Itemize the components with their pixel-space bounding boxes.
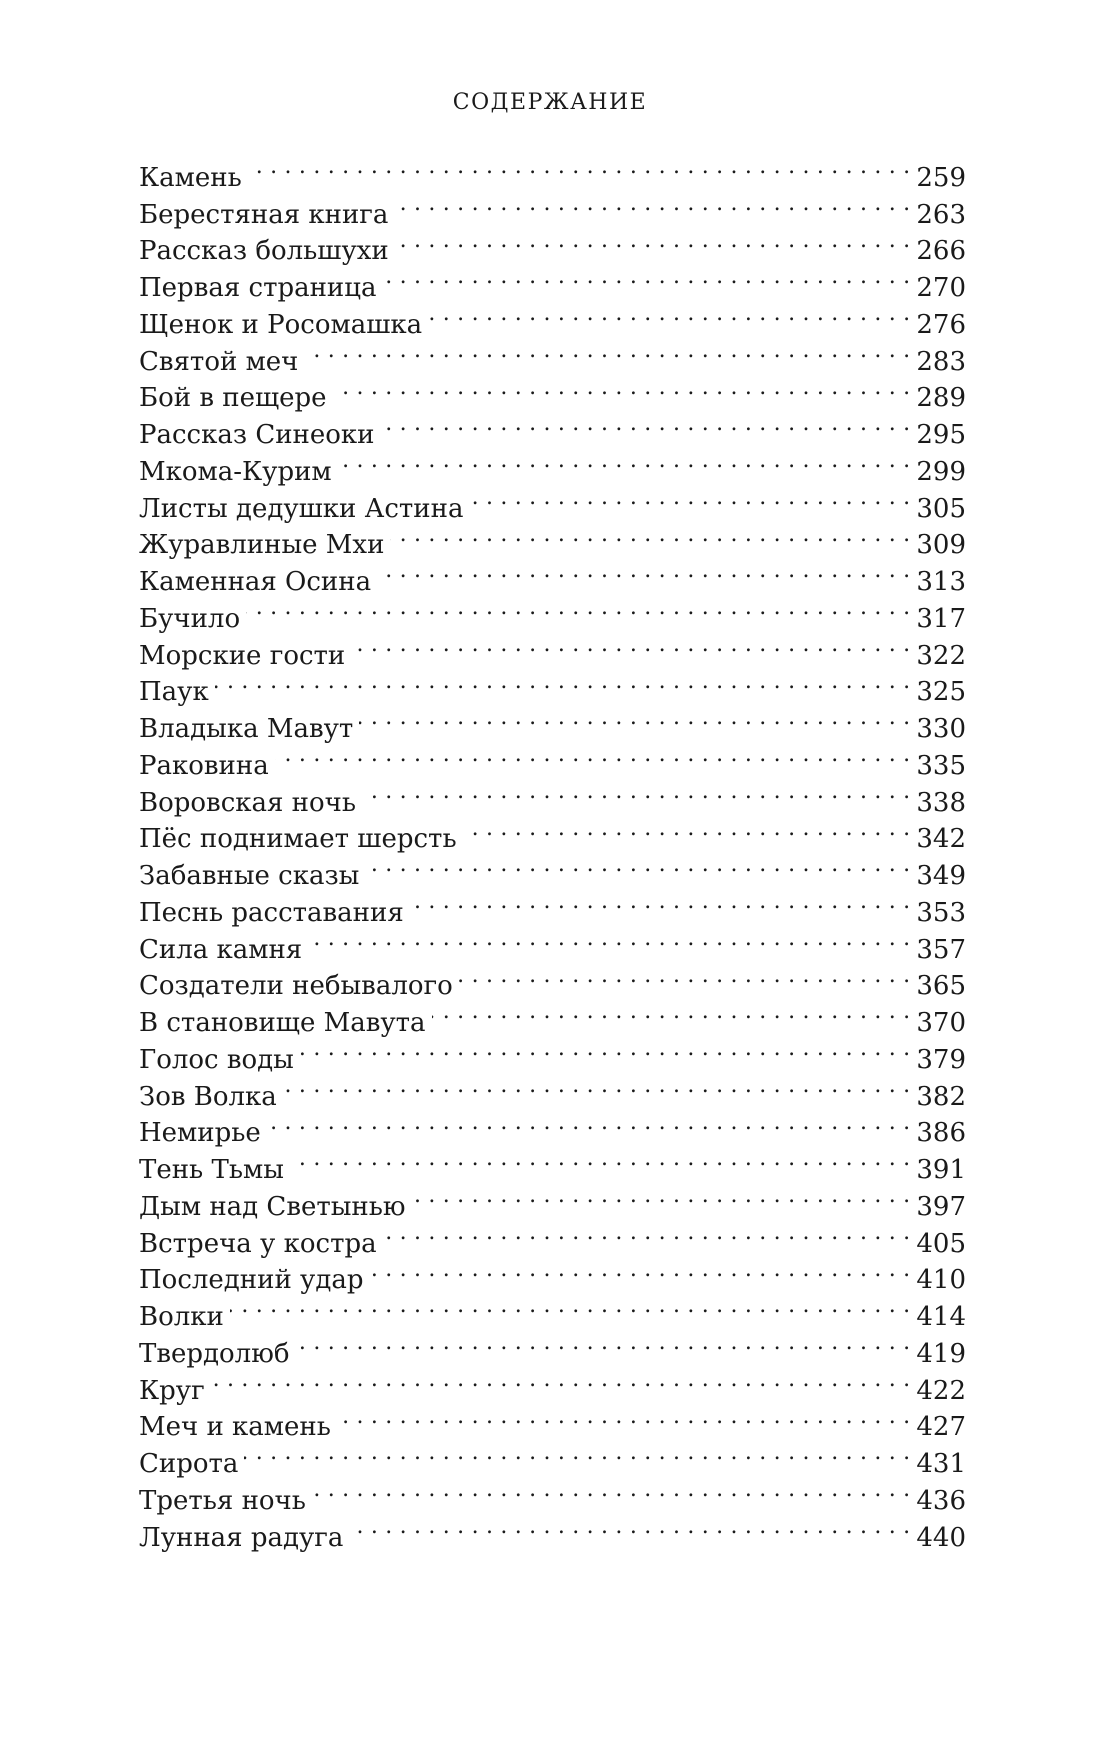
toc-entry-title: Щенок и Росомашка xyxy=(139,309,423,340)
dot-leader xyxy=(244,1435,910,1472)
toc-entry-page-number: 379 xyxy=(916,1044,966,1075)
toc-entry xyxy=(139,1472,966,1516)
toc-entry-page-number: 283 xyxy=(916,346,966,377)
dot-leader xyxy=(370,1252,911,1289)
toc-entry-title: Берестяная книга xyxy=(139,199,389,230)
toc-entry-title: Твердолюб xyxy=(139,1338,290,1369)
toc-entry-page-number: 414 xyxy=(916,1302,966,1332)
dot-leader xyxy=(338,443,911,480)
toc-entry-page-number: 427 xyxy=(916,1412,966,1443)
toc-entry-page-number: 322 xyxy=(916,640,966,671)
toc-entry-page-number: 317 xyxy=(916,603,966,634)
toc-entry-title: Камень xyxy=(139,162,242,193)
dot-leader xyxy=(300,1031,911,1068)
dot-leader xyxy=(432,994,911,1031)
toc-entry-page-number: 436 xyxy=(916,1485,966,1516)
toc-entry-page-number: 386 xyxy=(916,1118,966,1149)
toc-entry-title: Забавные сказы xyxy=(139,861,360,891)
toc-entry xyxy=(139,149,966,193)
toc-entry xyxy=(139,1288,966,1332)
toc-entry-page-number: 313 xyxy=(916,567,966,597)
toc-entry xyxy=(139,1435,966,1479)
toc-entry-title: Сирота xyxy=(139,1449,239,1479)
toc-entry-page-number: 266 xyxy=(916,236,966,267)
toc-entry xyxy=(139,627,966,671)
toc-entry-title: Пёс поднимает шерсть xyxy=(139,824,457,855)
toc-entry-title: Журавлиные Мхи xyxy=(139,530,385,561)
toc-entry-title: Тень Тьмы xyxy=(139,1155,284,1185)
dot-leader xyxy=(362,774,910,811)
toc-entry xyxy=(139,700,966,744)
toc-entry-page-number: 391 xyxy=(916,1155,966,1185)
toc-entry-title: Раковина xyxy=(139,750,269,781)
toc-entry-page-number: 405 xyxy=(916,1228,966,1259)
toc-entry-page-number: 276 xyxy=(916,309,966,340)
toc-entry-title: Первая страница xyxy=(139,273,377,303)
toc-entry-title: Последний удар xyxy=(139,1265,364,1296)
dot-leader xyxy=(304,333,910,370)
dot-leader xyxy=(412,1178,911,1215)
dot-leader xyxy=(365,847,910,884)
toc-entry-title: Песнь расставания xyxy=(139,897,404,928)
toc-entry-title: Бучило xyxy=(139,603,241,634)
toc-entry-page-number: 357 xyxy=(916,934,966,965)
toc-entry-title: Морские гости xyxy=(139,640,346,671)
dot-leader xyxy=(312,1472,910,1509)
dot-leader xyxy=(351,627,910,664)
toc-entry-page-number: 299 xyxy=(916,456,966,487)
toc-entry xyxy=(139,1325,966,1369)
toc-entry xyxy=(139,186,966,230)
toc-entry-page-number: 397 xyxy=(916,1191,966,1222)
dot-leader xyxy=(459,958,911,995)
dot-leader xyxy=(230,1288,911,1325)
toc-entry-page-number: 422 xyxy=(916,1375,966,1406)
toc-entry-title: Волки xyxy=(139,1302,224,1332)
dot-leader xyxy=(428,296,910,333)
toc-entry xyxy=(139,1362,966,1406)
dot-leader xyxy=(383,1215,911,1252)
toc-entry-page-number: 295 xyxy=(916,420,966,450)
toc-entry-page-number: 325 xyxy=(916,677,966,708)
dot-leader xyxy=(290,1141,910,1178)
toc-entry-page-number: 353 xyxy=(916,897,966,928)
toc-entry-title: Рассказ Синеоки xyxy=(139,420,375,450)
toc-entry-page-number: 410 xyxy=(916,1265,966,1296)
dot-leader xyxy=(283,1068,911,1105)
dot-leader xyxy=(211,1362,911,1399)
toc-entry-page-number: 365 xyxy=(916,971,966,1002)
toc-entry-title: Немирье xyxy=(139,1118,261,1149)
dot-leader xyxy=(359,700,910,737)
dot-leader xyxy=(390,517,910,554)
dot-leader xyxy=(248,149,911,186)
dot-leader xyxy=(410,884,911,921)
dot-leader xyxy=(382,259,910,296)
toc-list xyxy=(139,149,966,1553)
dot-leader xyxy=(381,406,911,443)
toc-entry-title: Воровская ночь xyxy=(139,787,357,818)
dot-leader xyxy=(333,370,911,407)
toc-entry-title: Меч и камень xyxy=(139,1412,331,1443)
toc-entry-title: Круг xyxy=(139,1375,205,1406)
dot-leader xyxy=(463,811,911,848)
toc-entry-page-number: 270 xyxy=(916,273,966,303)
dot-leader xyxy=(275,737,911,774)
toc-entry-title: Каменная Осина xyxy=(139,567,372,597)
toc-entry-title: Создатели небывалого xyxy=(139,971,453,1002)
dot-leader xyxy=(337,1399,910,1436)
toc-entry-title: Сила камня xyxy=(139,934,303,965)
toc-entry-page-number: 349 xyxy=(916,861,966,891)
toc-entry-page-number: 338 xyxy=(916,787,966,818)
toc-entry-page-number: 342 xyxy=(916,824,966,855)
toc-entry-title: Рассказ большухи xyxy=(139,236,389,267)
dot-leader xyxy=(469,480,910,517)
toc-entry-title: Паук xyxy=(139,677,209,708)
dot-leader xyxy=(215,664,911,701)
toc-entry-title: Зов Волка xyxy=(139,1081,277,1112)
toc-entry xyxy=(139,1399,966,1443)
toc-title: СОДЕРЖАНИЕ xyxy=(452,90,648,115)
toc-entry-title: Мкома-Курим xyxy=(139,456,332,487)
dot-leader xyxy=(377,553,910,590)
toc-entry-page-number: 382 xyxy=(916,1081,966,1112)
toc-entry-title: Лунная радуга xyxy=(139,1522,344,1553)
toc-entry-page-number: 431 xyxy=(916,1449,966,1479)
dot-leader xyxy=(349,1509,910,1546)
toc-entry-title: Листы дедушки Астина xyxy=(139,493,464,524)
toc-entry-page-number: 330 xyxy=(916,714,966,744)
toc-entry xyxy=(139,590,966,634)
dot-leader xyxy=(308,921,910,958)
toc-entry-title: В становище Мавута xyxy=(139,1008,426,1038)
toc-entry-page-number: 305 xyxy=(916,493,966,524)
dot-leader xyxy=(267,1105,911,1142)
toc-entry-title: Голос воды xyxy=(139,1044,294,1075)
toc-entry-title: Третья ночь xyxy=(139,1485,306,1516)
toc-entry-title: Встреча у костра xyxy=(139,1228,377,1259)
toc-entry-page-number: 440 xyxy=(916,1522,966,1553)
toc-entry-page-number: 370 xyxy=(916,1008,966,1038)
toc-entry-page-number: 259 xyxy=(916,162,966,193)
dot-leader xyxy=(394,186,910,223)
toc-entry-page-number: 263 xyxy=(916,199,966,230)
dot-leader xyxy=(395,223,911,260)
dot-leader xyxy=(295,1325,910,1362)
toc-entry-title: Владыка Мавут xyxy=(139,714,354,744)
toc-entry-page-number: 419 xyxy=(916,1338,966,1369)
toc-entry-title: Святой меч xyxy=(139,346,299,377)
toc-entry-title: Дым над Светынью xyxy=(139,1191,406,1222)
toc-entry-page-number: 309 xyxy=(916,530,966,561)
toc-entry-page-number: 289 xyxy=(916,383,966,414)
toc-entry-title: Бой в пещере xyxy=(139,383,327,414)
dot-leader xyxy=(246,590,910,627)
toc-entry xyxy=(139,664,966,708)
toc-entry-page-number: 335 xyxy=(916,750,966,781)
